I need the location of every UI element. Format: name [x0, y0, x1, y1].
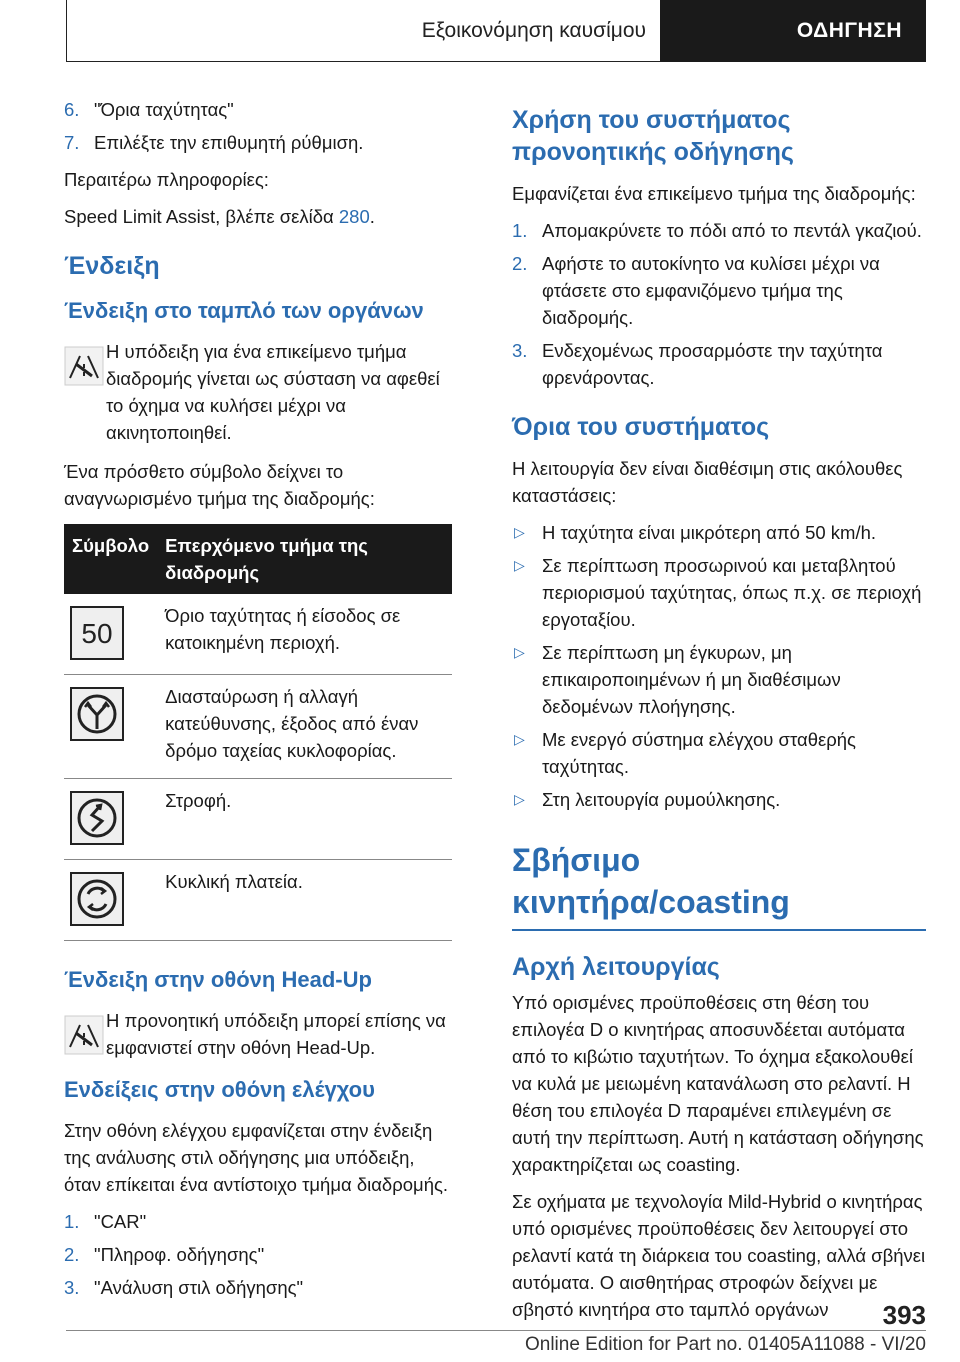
- table-row: [64, 779, 452, 860]
- table-header-segment: Επερχόμενο τμήμα της διαδρομής: [157, 524, 452, 594]
- list-item: ▷ Η ταχύτητα είναι μικρότερη από 50 km/h.: [512, 519, 926, 546]
- note-instrument-text: Η υπόδειξη για ένα επικείμενο τμήμα διαδρομής γίνεται ως σύσταση να αφεθεί το όχημα να κυλήσει μέχρι να ακινητοποιηθεί.: [106, 341, 440, 443]
- triangle-bullet-icon: ▷: [514, 791, 525, 807]
- heading-system-limits: Όρια του συστήματος: [512, 413, 770, 441]
- heading-use-system: Χρήση του συστήματος προνοητικής οδήγησης: [512, 106, 794, 166]
- top-steps-list: [64, 96, 452, 156]
- car-road-note-icon: [64, 346, 104, 386]
- triangle-bullet-icon: ▷: [514, 731, 525, 747]
- table-header-symbol: Σύμβολο: [64, 524, 157, 594]
- left-column: [64, 96, 452, 1311]
- right-column: [512, 96, 926, 1333]
- limits-list: [512, 519, 926, 813]
- table-row: [64, 594, 452, 675]
- speed-limit-reference: Speed Limit Assist, βλέπε σελίδα 280.: [64, 206, 375, 227]
- more-info-label: Περαιτέρω πληροφορίες:: [64, 169, 269, 190]
- heading-control-display: Ενδείξεις στην οθόνη ελέγχου: [64, 1077, 375, 1102]
- symbol-intro: Ένα πρόσθετο σύμβολο δείχνει το αναγνωρισμένο τμήμα της διαδρομής:: [64, 461, 375, 509]
- junction-icon: [70, 687, 124, 741]
- footer-edition: Online Edition for Part no. 01405A11088 - VI/20: [524, 1334, 926, 1355]
- note-head-up-text: Η προνοητική υπόδειξη μπορεί επίσης να εμφανιστεί στην οθόνη Head-Up.: [106, 1010, 446, 1058]
- speed-limit-50-icon: 50: [70, 606, 124, 660]
- list-item: ▷ Στη λειτουργία ρυμούλκησης.: [512, 786, 926, 813]
- page-number: 393: [882, 1300, 926, 1330]
- control-steps-list: [64, 1208, 452, 1301]
- triangle-bullet-icon: ▷: [514, 524, 525, 540]
- note-head-up: [64, 1007, 452, 1061]
- list-item: 2. "Πληροφ. οδήγησης": [64, 1244, 265, 1265]
- use-steps-list: [512, 217, 926, 391]
- list-item: 6. "Όρια ταχύτητας": [64, 99, 234, 120]
- heading-indication: Ένδειξη: [64, 252, 160, 280]
- list-item: 3. Ενδεχομένως προσαρμόστε την ταχύτητα φρενάροντας.: [512, 340, 883, 388]
- limits-intro: Η λειτουργία δεν είναι διαθέσιμη στις ακόλουθες καταστάσεις:: [512, 458, 903, 506]
- car-road-note-icon: [64, 1015, 104, 1055]
- list-item: ▷ Σε περίπτωση μη έγκυρων, μη επικαιροποιημένων ή μη διαθέσιμων δεδομένων πλοήγησης.: [512, 639, 926, 720]
- footer-rule: [66, 1330, 926, 1331]
- control-display-text: Στην οθόνη ελέγχου εμφανίζεται στην ένδειξη της ανάλυσης στιλ οδήγησης μια υπόδειξη, όταν επίκειται ένα αντίστοιχο τμήμα διαδρομής.: [64, 1120, 449, 1195]
- page-link-280[interactable]: 280: [338, 206, 370, 227]
- list-item: 1. Απομακρύνετε το πόδι από το πεντάλ γκαζιού.: [512, 220, 922, 241]
- table-cell-text: Στροφή.: [157, 779, 452, 860]
- header-chapter-title: ΟΔΗΓΗΣΗ: [660, 0, 926, 62]
- heading-head-up: Ένδειξη στην οθόνη Head-Up: [64, 967, 372, 992]
- triangle-bullet-icon: ▷: [514, 644, 525, 660]
- triangle-bullet-icon: ▷: [514, 557, 525, 573]
- heading-principle: Αρχή λειτουργίας: [512, 953, 720, 981]
- principle-paragraph-1: Υπό ορισμένες προϋποθέσεις στη θέση του επιλογέα D ο κινητήρας αποσυνδέεται αυτόματα από το κιβώτιο ταχυτήτων. Το όχημα εξακολουθεί να κυλά με μειωμένη κατανάλωση στο ρελαντί. Η θέση του επιλογέα D παραμένει επιλεγμένη σε αυτή την περίπτωση. Αυτή η κατάσταση οδήγησης χαρακτηρίζεται ως coasting.: [512, 992, 924, 1175]
- list-item: 2. Αφήστε το αυτοκίνητο να κυλίσει μέχρι να φτάσετε στο εμφανιζόμενο τμήμα της διαδρομής.: [512, 253, 880, 328]
- table-cell-text: Διασταύρωση ή αλλαγή κατεύθυνσης, έξοδος από έναν δρόμο ταχείας κυκλοφορίας.: [157, 675, 452, 779]
- table-header-row: [64, 524, 452, 594]
- table-row: [64, 675, 452, 779]
- principle-paragraph-2: Σε οχήματα με τεχνολογία Mild-Hybrid ο κινητήρας υπό ορισμένες προϋποθέσεις δεν λειτουργεί στο ρελαντί κατά τη διάρκεια του coasting, αλλά σβήνει αυτόματα. Ο αισθητήρας στροφών δείχνει με σβηστό κινητήρα στο ταμπλό οργάνων: [512, 1191, 926, 1320]
- heading-instrument-cluster: Ένδειξη στο ταμπλό των οργάνων: [64, 298, 424, 323]
- list-item: 1. "CAR": [64, 1211, 147, 1232]
- list-item: 7. Επιλέξτε την επιθυμητή ρύθμιση.: [64, 132, 364, 153]
- list-item: ▷ Με ενεργό σύστημα ελέγχου σταθερής ταχύτητας.: [512, 726, 926, 780]
- list-item: ▷ Σε περίπτωση προσωρινού και μεταβλητού περιορισμού ταχύτητας, όπως π.χ. σε περιοχή εργοταξίου.: [512, 552, 926, 633]
- note-instrument: [64, 338, 452, 446]
- header-section-title: Εξοικονόμηση καυσίμου: [421, 19, 646, 42]
- roundabout-icon: [70, 872, 124, 926]
- table-row: [64, 860, 452, 941]
- table-cell-text: Όριο ταχύτητας ή είσοδος σε κατοικημένη περιοχή.: [157, 594, 452, 675]
- use-intro: Εμφανίζεται ένα επικείμενο τμήμα της διαδρομής:: [512, 183, 916, 204]
- table-cell-text: Κυκλική πλατεία.: [157, 860, 452, 941]
- list-item: 3. "Ανάλυση στιλ οδήγησης": [64, 1277, 304, 1298]
- curve-icon: [70, 791, 124, 845]
- heading-coasting: Σβήσιμο κινητήρα/coasting: [512, 839, 926, 931]
- symbol-table: [64, 524, 452, 941]
